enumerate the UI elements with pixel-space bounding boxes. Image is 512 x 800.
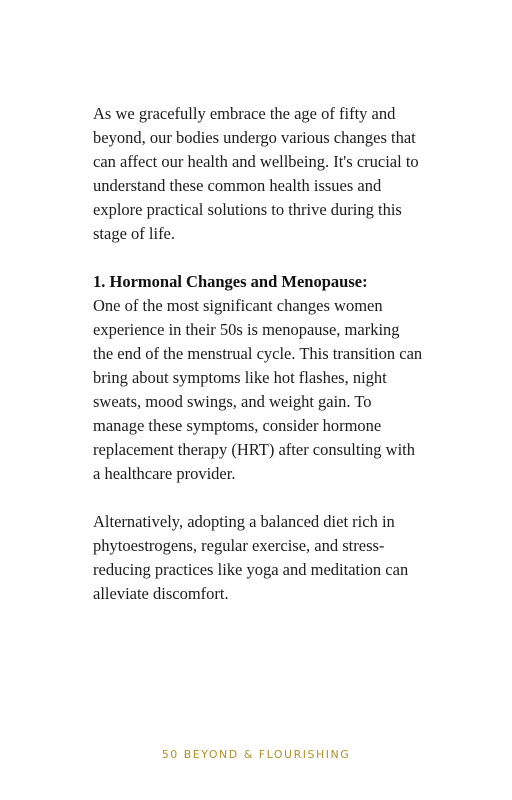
paragraph-spacer	[93, 486, 423, 510]
intro-paragraph: As we gracefully embrace the age of fifty and beyond, our bodies undergo various changes that can affect our health and wellbeing. It's crucial to understand these common health issues and explore practical solutions to thrive during this stage of life.	[93, 104, 419, 243]
section-paragraph: One of the most significant changes women experience in their 50s is menopause, marking the end of the menstrual cycle. This transition can bring about symptoms like hot flashes, night sweats, mood swings, and weight gain. To manage these symptoms, consider hormone replacement therapy (HRT) after consulting with a healthcare provider.	[93, 296, 423, 483]
paragraph-spacer	[93, 246, 423, 270]
alternative-paragraph: Alternatively, adopting a balanced diet rich in phytoestrogens, regular exercise, and stress-reducing practices like yoga and meditation can alleviate discomfort.	[93, 512, 409, 603]
running-footer: 50 BEYOND & FLOURISHING	[161, 748, 351, 761]
body-text	[93, 102, 423, 606]
section-heading: 1. Hormonal Changes and Menopause:	[93, 272, 368, 291]
